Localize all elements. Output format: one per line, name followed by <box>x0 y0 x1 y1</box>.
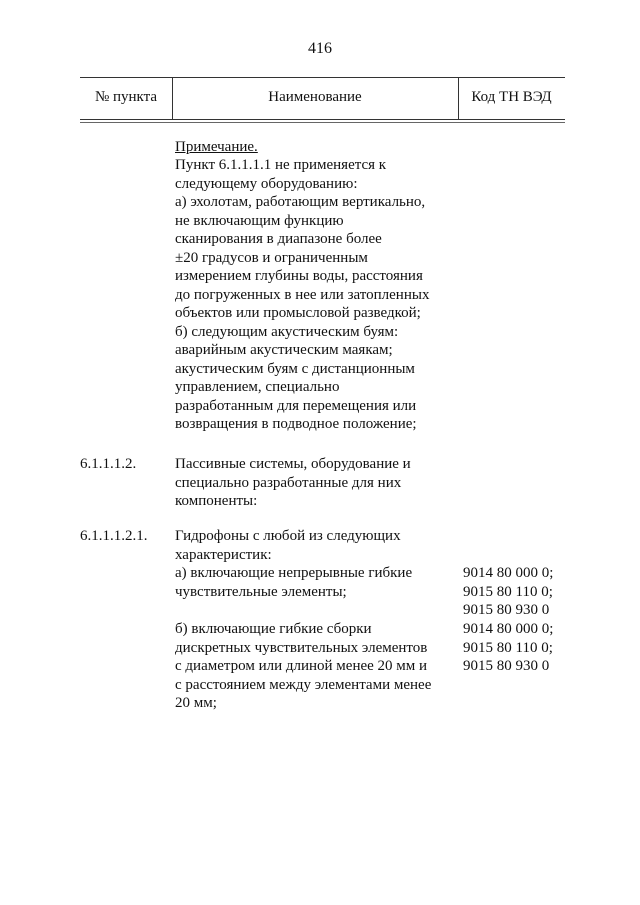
note-title: Примечание. <box>175 139 258 155</box>
item-number: 6.1.1.1.2.1. <box>80 528 148 544</box>
page-number: 416 <box>308 40 332 57</box>
subitem-text: б) включающие гибкие сборки дискретных чувствительных элементов с диаметром или длиной менее 20 мм и с расстоянием между элементами менее 20 мм; <box>175 621 432 711</box>
header-code: Код ТН ВЭД <box>471 89 552 105</box>
item-text: Гидрофоны с любой из следующих характеристик: <box>175 528 401 563</box>
item-text: Пассивные системы, оборудование и специально разработанные для них компоненты: <box>175 456 411 509</box>
table-header-bottom-rule <box>80 119 565 120</box>
subitem-codes: 9014 80 000 0; 9015 80 110 0; 9015 80 930 0 <box>463 565 554 618</box>
note-text: Пункт 6.1.1.1.1 не применяется к следующему оборудованию: а) эхолотам, работающим вертикально, не включающим функцию сканирования в диапазоне более ±20 градусов и ограниченным измерением глубины воды, расстояния до погруженных в нее или затопленных объектов или промысловой разведкой; б) следующим акустическим буям: аварийным акустическим маякам; акустическим буям с дистанционным управлением, специально разработанным для перемещения или возвращения в подводное положение; <box>175 157 430 432</box>
subitem-text: а) включающие непрерывные гибкие чувствительные элементы; <box>175 565 413 600</box>
header-name: Наименование <box>268 89 362 105</box>
table-header-top-rule <box>80 77 565 78</box>
item-number: 6.1.1.1.2. <box>80 456 137 472</box>
table-header-double-rule <box>80 122 565 123</box>
subitem-codes: 9014 80 000 0; 9015 80 110 0; 9015 80 930 0 <box>463 621 554 674</box>
header-item-number: № пункта <box>94 89 158 105</box>
